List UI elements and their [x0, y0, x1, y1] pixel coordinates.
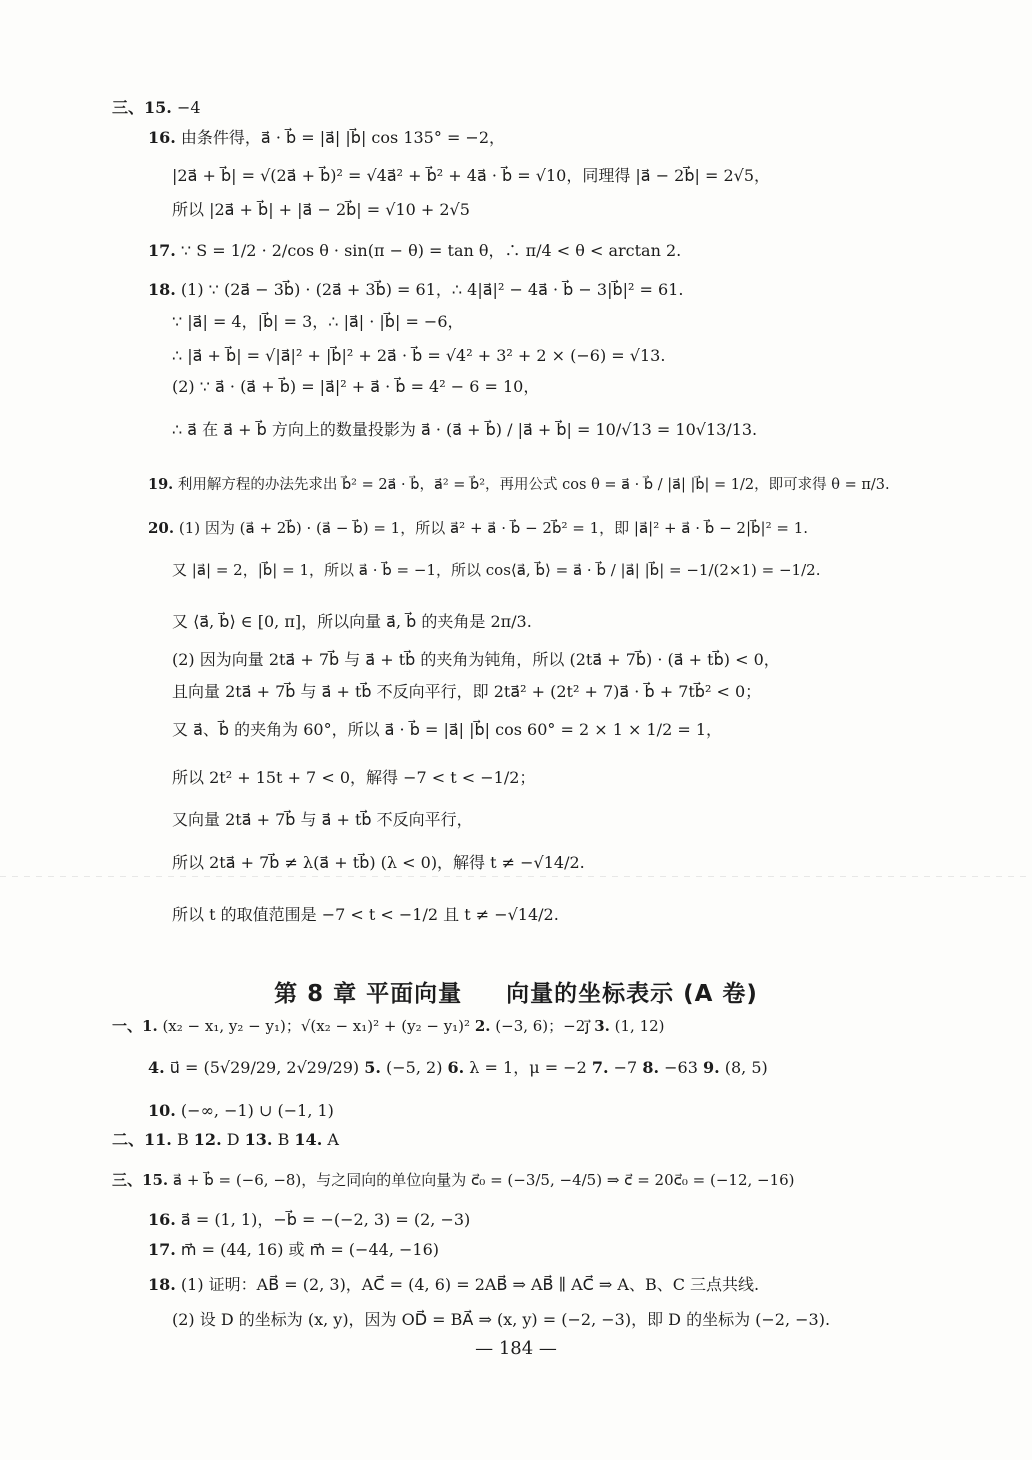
- answer-text: 又 a⃗、b⃗ 的夹角为 60°，所以 a⃗ · b⃗ = |a⃗| |b⃗| cos 60° = 2 × 1 × 1/2 = 1，: [172, 720, 723, 739]
- answer-line: [148, 128, 505, 148]
- question-number: 8.: [642, 1058, 660, 1077]
- section-label: 三、: [112, 98, 145, 117]
- question-number: 19.: [148, 476, 174, 493]
- question-number: 12.: [193, 1130, 222, 1149]
- answer-text: 又 |a⃗| = 2，|b⃗| = 1，所以 a⃗ · b⃗ = −1，所以 cos⟨a⃗, b⃗⟩ = a⃗ · b⃗ / |a⃗| |b⃗| = −1/(2×1) = −1/2.: [172, 561, 821, 579]
- answer-text: B: [171, 1130, 194, 1149]
- question-number: 15.: [142, 1171, 169, 1189]
- answer-line: [172, 720, 722, 740]
- question-number: 10.: [148, 1101, 176, 1120]
- answer-line: [148, 1058, 768, 1078]
- section-label: 三、: [112, 1171, 143, 1189]
- chapter-heading: [0, 975, 1032, 1008]
- answer-text: 又 ⟨a⃗, b⃗⟩ ∈ [0, π]，所以向量 a⃗, b⃗ 的夹角是 2π/3.: [172, 612, 532, 631]
- answer-text: B: [272, 1130, 295, 1149]
- question-number: 16.: [148, 128, 176, 147]
- question-number: 3.: [594, 1017, 610, 1035]
- answer-line: [172, 650, 780, 670]
- question-number: 5.: [364, 1058, 381, 1077]
- section-title: 向量的坐标表示 (A 卷): [506, 981, 758, 1007]
- answer-line: [112, 1016, 665, 1036]
- answer-text: ∵ |a⃗| = 4，|b⃗| = 3，∴ |a⃗| · |b⃗| = −6，: [172, 312, 464, 331]
- answer-line: [148, 280, 683, 300]
- answer-text: 且向量 2ta⃗ + 7b⃗ 与 a⃗ + tb⃗ 不反向平行，即 2ta⃗² + (2t² + 7)a⃗ · b⃗ + 7tb⃗² < 0；: [172, 682, 762, 701]
- question-number: 18.: [148, 1275, 176, 1294]
- answer-text: 利用解方程的办法先求出 b⃗² = 2a⃗ · b⃗，a⃗² = b⃗²，再用公式 cos θ = a⃗ · b⃗ / |a⃗| |b⃗| = 1/2，即可求得 θ = π/3.: [173, 477, 890, 493]
- answer-text: ∵ S = 1/2 · 2/cos θ · sin(π − θ) = tan θ，∴ π/4 < θ < arctan 2.: [175, 241, 682, 260]
- question-number: 17.: [148, 241, 176, 260]
- section-label: 二、: [112, 1130, 145, 1149]
- answer-text: (−3, 6)；−2j⃗: [490, 1017, 595, 1035]
- question-number: 9.: [702, 1058, 720, 1077]
- answer-line: [172, 200, 470, 220]
- answer-line: [112, 1130, 339, 1150]
- answer-line: [172, 1310, 830, 1330]
- answer-line: [148, 1210, 470, 1230]
- answer-text: (2) ∵ a⃗ · (a⃗ + b⃗) = |a⃗|² + a⃗ · b⃗ = 4² − 6 = 10，: [172, 377, 540, 396]
- answer-line: [172, 612, 532, 632]
- chapter-title: 第 8 章 平面向量: [274, 981, 463, 1007]
- answer-line: [172, 166, 770, 186]
- question-number: 20.: [148, 519, 175, 537]
- answer-text: u⃗ = (5√29/29, 2√29/29): [164, 1058, 365, 1077]
- answer-line: [148, 518, 808, 538]
- answer-line: [172, 312, 464, 332]
- answer-line: [172, 346, 665, 366]
- answer-text: a⃗ = (1, 1)，−b⃗ = −(−2, 3) = (2, −3): [175, 1210, 471, 1229]
- answer-line: [172, 853, 585, 873]
- answer-line: [172, 905, 559, 925]
- answer-text: 所以 2t² + 15t + 7 < 0，解得 −7 < t < −1/2；: [172, 768, 536, 787]
- answer-text: (1) ∵ (2a⃗ − 3b⃗) · (2a⃗ + 3b⃗) = 61，∴ 4|a⃗|² − 4a⃗ · b⃗ − 3|b⃗|² = 61.: [175, 280, 684, 299]
- answer-line: [172, 560, 820, 580]
- section-label: 一、: [112, 1017, 143, 1035]
- answer-line: [148, 241, 681, 261]
- question-number: 6.: [447, 1058, 465, 1077]
- answer-text: a⃗ + b⃗ = (−6, −8)，与之同向的单位向量为 c⃗₀ = (−3/5, −4/5) ⇒ c⃗ = 20c⃗₀ = (−12, −16): [168, 1171, 795, 1189]
- answer-line: [172, 810, 473, 830]
- question-number: 4.: [148, 1058, 165, 1077]
- question-number: 14.: [294, 1130, 323, 1149]
- answer-text: |2a⃗ + b⃗| = √(2a⃗ + b⃗)² = √4a⃗² + b⃗² + 4a⃗ · b⃗ = √10，同理得 |a⃗ − 2b⃗| = 2√5，: [172, 166, 771, 185]
- answer-line: [172, 420, 757, 440]
- answer-text: −63: [659, 1058, 703, 1077]
- answer-text: 所以 2ta⃗ + 7b⃗ ≠ λ(a⃗ + tb⃗) (λ < 0)，解得 t ≠ −√14/2.: [172, 853, 585, 872]
- answer-line: [148, 475, 890, 495]
- answer-text: m⃗ = (44, 16) 或 m⃗ = (−44, −16): [175, 1240, 439, 1259]
- answer-line: [148, 1101, 334, 1121]
- answer-text: (1, 12): [609, 1017, 665, 1035]
- answer-text: (−5, 2): [380, 1058, 448, 1077]
- answer-text: −7: [608, 1058, 643, 1077]
- answer-text: 所以 |2a⃗ + b⃗| + |a⃗ − 2b⃗| = √10 + 2√5: [172, 200, 470, 219]
- answer-text: ∴ |a⃗ + b⃗| = √|a⃗|² + |b⃗|² + 2a⃗ · b⃗ = √4² + 3² + 2 × (−6) = √13.: [172, 346, 666, 365]
- answer-text: (x₂ − x₁, y₂ − y₁)；√(x₂ − x₁)² + (y₂ − y₁)²: [157, 1017, 475, 1035]
- answer-text: 由条件得，a⃗ · b⃗ = |a⃗| |b⃗| cos 135° = −2，: [175, 128, 506, 147]
- page-number: — 184 —: [475, 1338, 557, 1359]
- answer-text: (1) 证明：AB⃗ = (2, 3)，AC⃗ = (4, 6) = 2AB⃗ ⇒ AB⃗ ∥ AC⃗ ⇒ A、B、C 三点共线.: [175, 1275, 760, 1294]
- answer-text: (2) 因为向量 2ta⃗ + 7b⃗ 与 a⃗ + tb⃗ 的夹角为钝角，所以 (2ta⃗ + 7b⃗) · (a⃗ + tb⃗) < 0，: [172, 650, 780, 669]
- question-number: 17.: [148, 1240, 176, 1259]
- question-number: 1.: [142, 1017, 158, 1035]
- answer-line: [172, 377, 539, 397]
- answer-line: [148, 1275, 759, 1295]
- question-number: 7.: [591, 1058, 609, 1077]
- question-number: 18.: [148, 280, 176, 299]
- answer-text: (1) 因为 (a⃗ + 2b⃗) · (a⃗ − b⃗) = 1，所以 a⃗² + a⃗ · b⃗ − 2b⃗² = 1，即 |a⃗|² + a⃗ · b⃗ − 2|b⃗|² = 1.: [174, 519, 809, 537]
- answer-text: A: [322, 1130, 339, 1149]
- question-number: 13.: [244, 1130, 273, 1149]
- answer-line: [112, 98, 201, 118]
- answer-text: (8, 5): [719, 1058, 768, 1077]
- scan-rule: [0, 876, 1032, 877]
- answer-text: ∴ a⃗ 在 a⃗ + b⃗ 方向上的数量投影为 a⃗ · (a⃗ + b⃗) / |a⃗ + b⃗| = 10/√13 = 10√13/13.: [172, 420, 758, 439]
- answer-text: (−∞, −1) ∪ (−1, 1): [175, 1101, 334, 1120]
- answer-line: [148, 1240, 439, 1260]
- answer-text: −4: [171, 98, 201, 117]
- answer-line: [172, 768, 535, 788]
- question-number: 11.: [144, 1130, 172, 1149]
- answer-text: 又向量 2ta⃗ + 7b⃗ 与 a⃗ + tb⃗ 不反向平行，: [172, 810, 473, 829]
- question-number: 2.: [474, 1017, 491, 1035]
- answer-text: D: [221, 1130, 245, 1149]
- answer-text: (2) 设 D 的坐标为 (x, y)，因为 OD⃗ = BA⃗ ⇒ (x, y) = (−2, −3)，即 D 的坐标为 (−2, −3).: [172, 1310, 831, 1329]
- question-number: 16.: [148, 1210, 176, 1229]
- question-number: 15.: [144, 98, 172, 117]
- answer-line: [172, 682, 761, 702]
- answer-text: 所以 t 的取值范围是 −7 < t < −1/2 且 t ≠ −√14/2.: [172, 905, 559, 924]
- answer-line: [112, 1170, 795, 1190]
- answer-text: λ = 1，μ = −2: [464, 1058, 592, 1077]
